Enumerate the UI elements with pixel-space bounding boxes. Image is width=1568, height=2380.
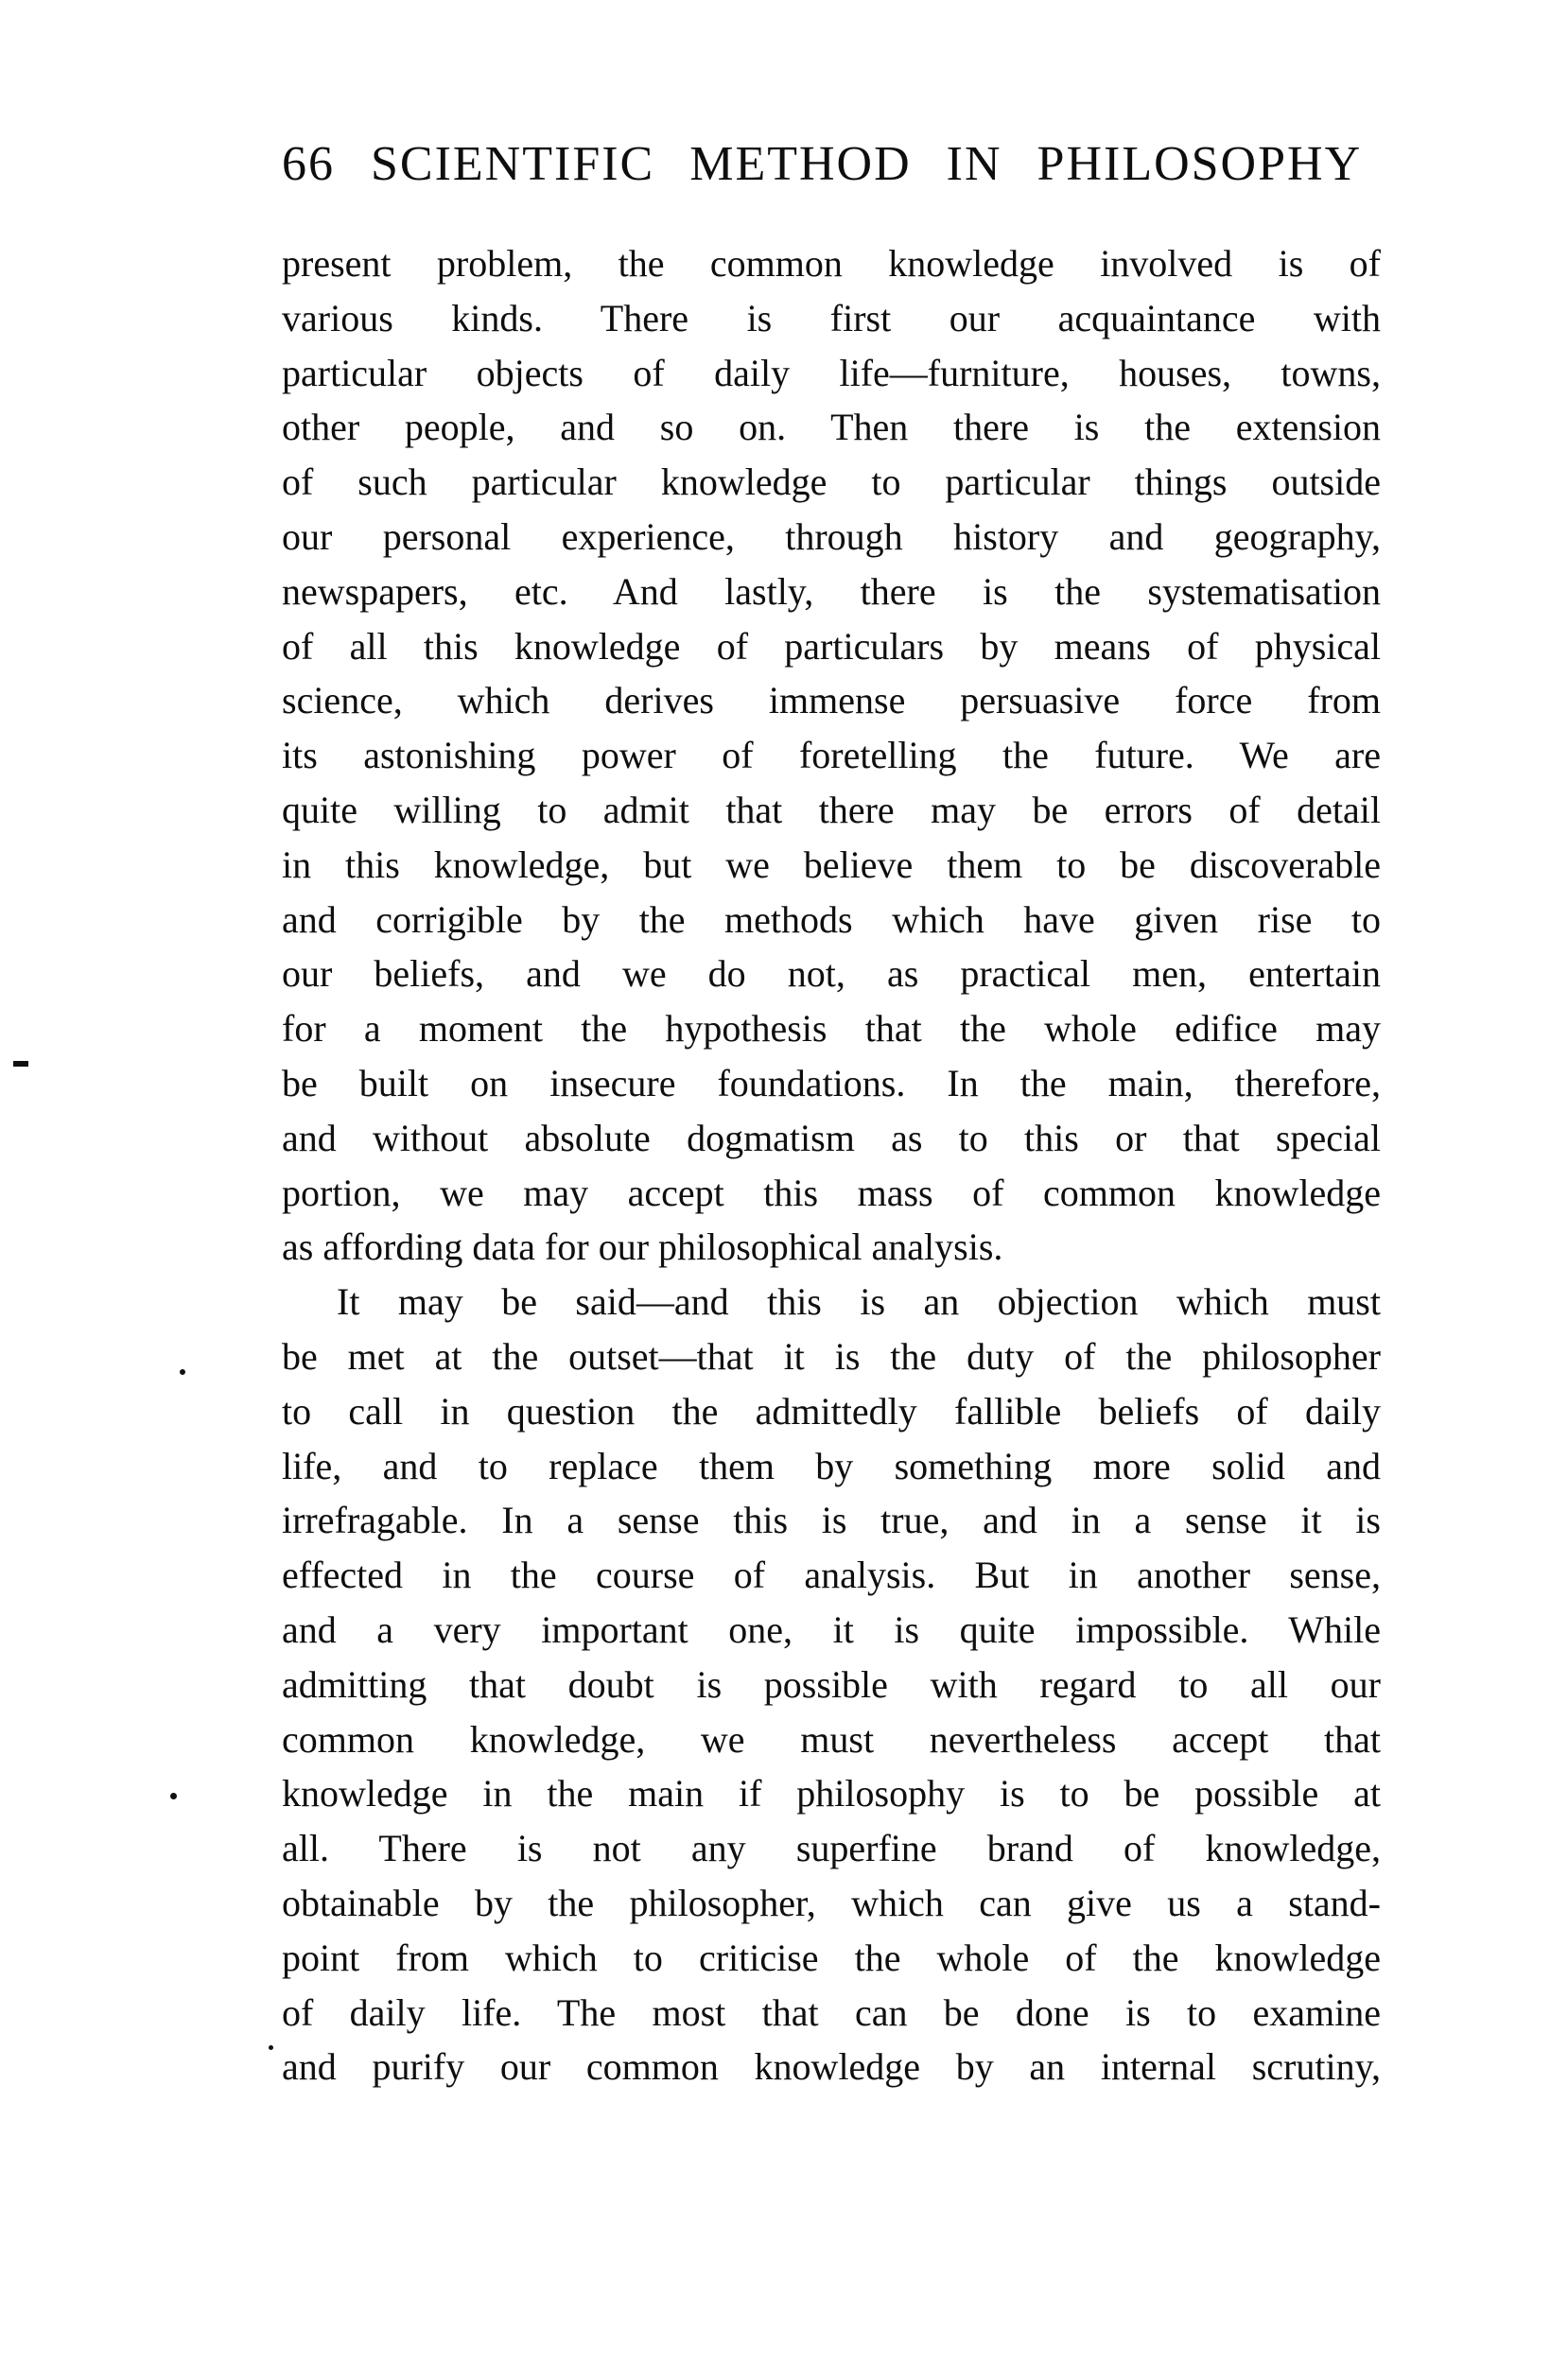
text-line: our personal experience, through history and geography,: [282, 514, 1381, 558]
text-line: science, which derives immense persuasive force from: [282, 679, 1381, 722]
text-line: be built on insecure foundations. In the main, therefore,: [282, 1061, 1381, 1104]
text-line: and without absolute dogmatism as to this or that special: [282, 1116, 1381, 1159]
page-header: [282, 137, 1381, 191]
text-line: of all this knowledge of particulars by means of physical: [282, 624, 1381, 668]
text-line: as affording data for our philosophical analysis.: [282, 1225, 1003, 1269]
text-line: It may be said—and this is an objection which must: [337, 1280, 1381, 1324]
text-line: irrefragable. In a sense this is true, and in a sense it is: [282, 1499, 1381, 1542]
margin-speck-dot: [170, 1793, 177, 1799]
text-line: present problem, the common knowledge involved is of: [282, 242, 1381, 285]
text-line: its astonishing power of foretelling the future. We are: [282, 734, 1381, 777]
text-line: particular objects of daily life—furniture, houses, towns,: [282, 351, 1381, 394]
margin-speck-dash: [13, 1061, 28, 1067]
text-line: newspapers, etc. And lastly, there is the systematisation: [282, 569, 1381, 613]
text-line: of such particular knowledge to particular things outside: [282, 460, 1381, 504]
margin-speck-dot: [269, 2045, 273, 2050]
text-line: admitting that doubt is possible with regard to all our: [282, 1662, 1381, 1706]
text-line: obtainable by the philosopher, which can give us a stand-: [282, 1881, 1381, 1924]
text-line: other people, and so on. Then there is the extension: [282, 406, 1381, 449]
text-line: point from which to criticise the whole of the knowledge: [282, 1936, 1381, 1979]
page-number: 66: [282, 137, 335, 191]
text-line: life, and to replace them by something more solid and: [282, 1444, 1381, 1487]
text-block: [282, 236, 1381, 2094]
text-line: in this knowledge, but we believe them to be discoverable: [282, 843, 1381, 886]
text-line: to call in question the admittedly fallible beliefs of daily: [282, 1389, 1381, 1433]
text-line: for a moment the hypothesis that the whole edifice may: [282, 1007, 1381, 1051]
margin-speck-dot: [180, 1369, 185, 1375]
text-line: and a very important one, it is quite impossible. While: [282, 1607, 1381, 1651]
text-line: effected in the course of analysis. But in another sense,: [282, 1554, 1381, 1597]
text-line: quite willing to admit that there may be errors of detail: [282, 788, 1381, 831]
text-line: be met at the outset—that it is the duty of the philosopher: [282, 1334, 1381, 1378]
running-title: SCIENTIFIC METHOD IN PHILOSOPHY: [371, 137, 1363, 191]
text-line: knowledge in the main if philosophy is to be possible at: [282, 1772, 1381, 1815]
text-line: portion, we may accept this mass of common knowledge: [282, 1171, 1381, 1214]
text-line: all. There is not any superfine brand of knowledge,: [282, 1827, 1381, 1870]
text-line: our beliefs, and we do not, as practical men, entertain: [282, 952, 1381, 996]
text-line: and corrigible by the methods which have given rise to: [282, 897, 1381, 941]
text-line: and purify our common knowledge by an internal scrutiny,: [282, 2045, 1381, 2089]
text-line: of daily life. The most that can be done is to examine: [282, 1990, 1381, 2034]
text-line: common knowledge, we must nevertheless accept that: [282, 1717, 1381, 1761]
text-line: various kinds. There is first our acquaintance with: [282, 296, 1381, 339]
